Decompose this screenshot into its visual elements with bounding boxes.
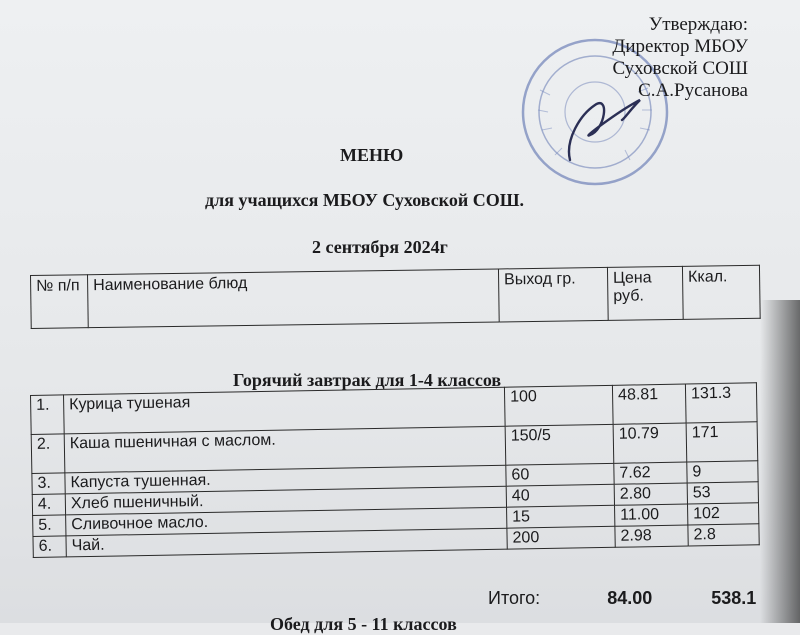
header-name: Наименование блюд <box>88 269 500 328</box>
signature-mark <box>569 100 640 160</box>
row-num: 6. <box>33 536 66 558</box>
total-label: Итого: <box>488 588 541 608</box>
total-price: 84.00 <box>607 588 653 608</box>
row-num: 2. <box>31 434 65 474</box>
row-num: 5. <box>33 515 66 537</box>
header-kcal: Ккал. <box>682 265 760 319</box>
row-price: 10.79 <box>613 423 687 463</box>
row-price: 11.00 <box>615 504 688 526</box>
document-subtitle: для учащихся МБОУ Суховской СОШ. <box>205 190 524 210</box>
row-yield: 200 <box>507 526 615 549</box>
row-kcal: 9 <box>687 461 758 483</box>
row-kcal: 102 <box>688 503 759 525</box>
total-kcal: 538.1 <box>711 588 757 608</box>
row-num: 4. <box>32 494 65 516</box>
row-num: 1. <box>31 395 65 435</box>
row-name: Каша пшеничная с маслом. <box>64 426 506 473</box>
row-yield: 60 <box>506 463 614 486</box>
row-price: 2.98 <box>615 525 688 547</box>
row-kcal: 131.3 <box>685 383 757 423</box>
row-kcal: 2.8 <box>688 524 759 546</box>
total-line <box>488 588 756 609</box>
row-name: Хлеб пшеничный. <box>65 486 506 515</box>
header-price: Цена руб. <box>607 266 683 320</box>
row-name: Капуста тушенная. <box>65 465 506 494</box>
row-kcal: 171 <box>686 422 758 462</box>
approval-block <box>612 14 748 102</box>
row-yield: 40 <box>506 484 614 507</box>
row-price: 48.81 <box>612 384 686 424</box>
row-name: Сливочное масло. <box>66 507 507 536</box>
row-yield: 150/5 <box>505 424 614 465</box>
menu-table <box>30 382 760 558</box>
row-price: 7.62 <box>614 462 687 484</box>
next-section-title: Обед для 5 - 11 классов <box>270 614 457 634</box>
row-name: Курица тушеная <box>64 387 506 434</box>
row-price: 2.80 <box>614 483 687 505</box>
approval-line: Суховской СОШ <box>612 58 748 79</box>
document-date: 2 сентября 2024г <box>312 237 448 257</box>
row-yield: 15 <box>507 505 615 528</box>
header-yield: Выход гр. <box>498 267 608 322</box>
approval-line: Директор МБОУ <box>612 36 748 57</box>
row-kcal: 53 <box>687 482 758 504</box>
document-title: МЕНЮ <box>340 145 404 165</box>
photo-shadow <box>760 300 800 623</box>
approval-signatory: С.А.Русанова <box>638 80 748 101</box>
header-row <box>31 265 761 328</box>
row-num: 3. <box>32 473 65 495</box>
header-num: № п/п <box>31 275 89 329</box>
row-name: Чай. <box>66 528 507 557</box>
menu-header-table <box>30 265 761 329</box>
row-yield: 100 <box>504 385 613 426</box>
approval-line: Утверждаю: <box>648 14 748 35</box>
section-title: Горячий завтрак для 1-4 классов <box>233 370 502 390</box>
